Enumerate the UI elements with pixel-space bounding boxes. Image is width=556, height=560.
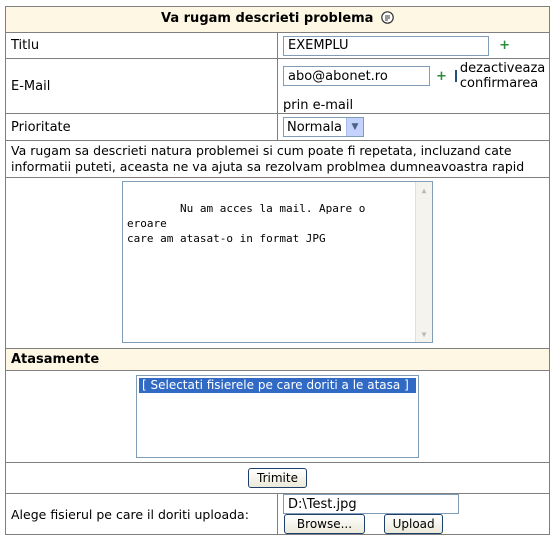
attachments-cell [6,371,550,463]
email-label: E-Mail [6,59,278,114]
email-plus-icon: + [436,68,447,84]
attachments-placeholder-option[interactable]: [ Selectati fisierele pe care doriti a le atasa ] [139,378,416,393]
title-cell [278,33,550,59]
instructions-text: Va rugam sa descrieti natura problemei si cum poate fi repetata, incluzand cate informatii puteti, aceasta ne va ajuta sa rezolvam problmea dumneavoastra rapid [6,141,550,178]
scroll-down-icon[interactable]: ▼ [421,329,427,339]
chevron-down-icon[interactable]: ▼ [346,118,363,136]
title-label: Titlu [6,33,278,59]
disable-confirmation-checkbox[interactable] [455,70,457,82]
form-header [6,7,550,33]
upload-label: Alege fisierul pe care il doriti uploada: [6,494,278,535]
attachments-listbox[interactable] [136,375,419,458]
disable-confirmation-label-cont: prin e-mail [283,98,354,113]
priority-selected-value: Normala [287,119,343,135]
attachments-heading: Atasamente [6,349,550,371]
priority-select[interactable] [283,117,364,137]
browse-button[interactable]: Browse... [284,514,365,534]
title-plus-icon: + [499,38,511,53]
description-scrollbar[interactable] [415,182,432,342]
help-circle-icon[interactable] [381,11,394,28]
submit-cell [6,463,550,494]
scroll-up-icon[interactable]: ▲ [421,185,427,195]
priority-label: Prioritate [6,114,278,141]
title-input[interactable] [283,36,489,56]
upload-cell [278,494,550,535]
disable-confirmation-label: dezactiveaza confirmarea [459,61,546,91]
priority-cell [278,114,550,141]
upload-button[interactable]: Upload [384,514,443,534]
description-text: Nu am acces la mail. Apare o eroare care am atasat-o in format JPG [127,202,366,245]
form-title: Va rugam descrieti problema [161,11,374,26]
description-textarea[interactable] [122,181,433,343]
support-form [5,6,550,545]
email-input[interactable] [283,66,430,86]
upload-file-input[interactable] [283,494,459,514]
submit-button[interactable]: Trimite [248,468,307,488]
description-cell [6,178,550,349]
email-cell [278,59,550,114]
